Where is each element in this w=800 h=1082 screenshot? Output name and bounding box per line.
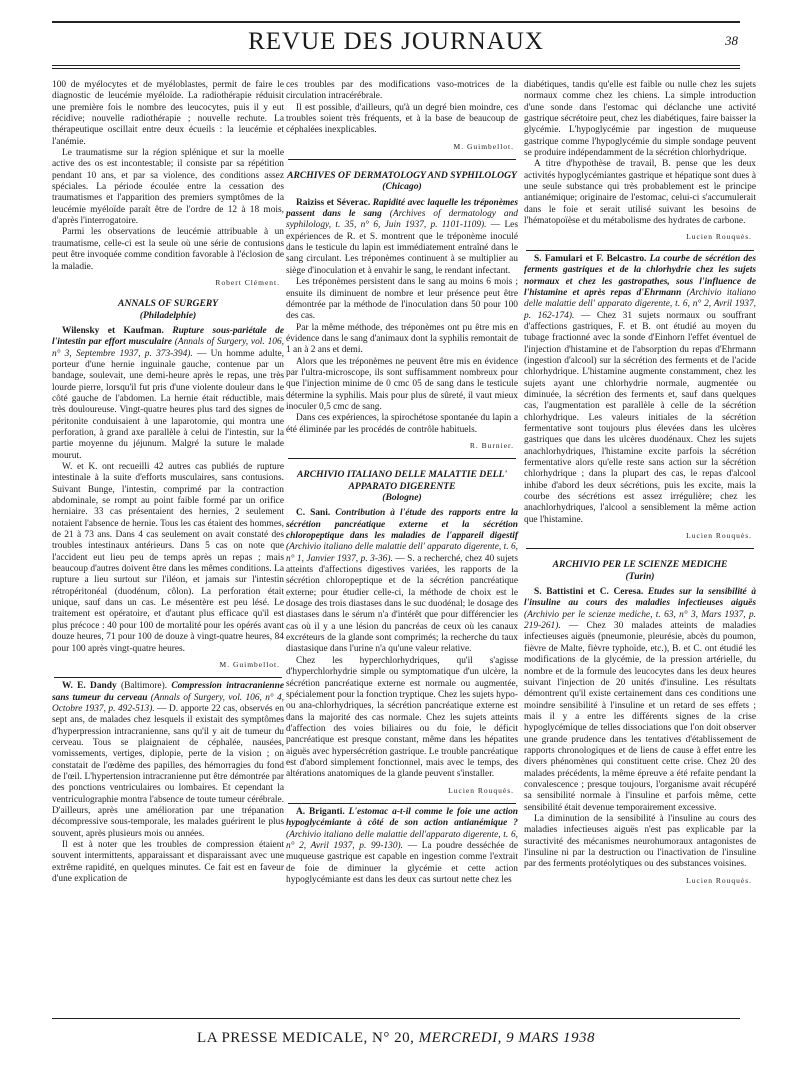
paragraph: 100 de myélocytes et de myéloblastes, permit de faire le diagnostic de leucémie myéloïde. La radiothérapie réduisit une première fois le nombre des leucocytes, puis il y eut récidive; nouvelle radiothérapie ; nouvelle rechute. La thérapeutique oscillait entre deux écueils : la leucémie et l'anémie. (52, 80, 284, 147)
article-text: — Un homme adulte, porteur d'une hernie inguinale gauche, contenue par un bandage, soulevait, une demi-heure après le repas, une très lourde pierre, lorsqu'il fut pris d'une violente douleur dans le côté gauche de l'abdomen. La hernie était réductible, mais très douloureuse. Vingt-quatre heures plus tard des signes de péritonite conduisaient à une laparotomie, qui montra une perforation, à grand axe parallèle à celui de l'intestin, sur la partie moyenne du jéjunum. Malgré la suture le malade mourut. (52, 348, 284, 461)
article-authors: C. Sani. (296, 508, 331, 519)
page-footer (52, 1018, 740, 1048)
article-source: (Archivio italiano delle malattie dell' apparato digerente, t. 6, n° 1, Janvier 1937, p. 3-36). (286, 542, 518, 564)
author-signature: R. Burnier. (469, 440, 514, 450)
header-rule-bottom-double (52, 68, 740, 69)
journal-section-city: (Bologne) (382, 492, 422, 503)
paragraph: La diminution de la sensibilité à l'insuline au cours des maladies infectieuses aiguës n'est pas explicable par la suractivité des mécanismes neurohumoraux antagonistes de l'insuline ni par la destruction ou l'inactivation de l'insuline par des ferments protéolytiques ou des substances voisines. (524, 813, 756, 870)
article-authors: A. Briganti. (296, 806, 345, 817)
article-text: — La poudre desséchée de muqueuse gastrique est capable en ingestion comme l'extrait de foie de diminuer la glycémie et cette action hypoglycémiante est dans les deux cas surtout nette chez les (286, 840, 518, 885)
author-signature: Robert Clément. (215, 277, 280, 287)
footer-date: MERCREDI, 9 MARS 1938 (418, 1030, 595, 1046)
article-source: (Archivio italiano delle malattie dell' apparato digerente, t. 6, n° 2, Avril 1937, p. 162-174). (524, 287, 756, 321)
column-2 (286, 80, 518, 886)
article-divider (288, 803, 516, 804)
paragraph: Par la même méthode, des tréponèmes ont pu être mis en évidence dans le sang d'animaux dont la syphilis remontait de 1 an à 2 ans et demi. (286, 322, 518, 356)
paragraph: diabétiques, tandis qu'elle est faible ou nulle chez les sujets normaux comme chez les chiens. La simple introduction d'une sonde dans l'estomac qui déclanche une activité gastrique sécrétoire peut, chez les diabétiques, faire baisser la glycémie. L'hypoglycémie par ingestion de muqueuse gastrique comme l'hypoglycémie du simple sondage peuvent se produire indépendamment de la sécrétion chlorhydrique. (524, 80, 756, 159)
paragraph: A titre d'hypothèse de travail, B. pense que les deux activités hypoglycémiantes gastrique et hépatique sont dues à une seule substance qui très probablement est le principe antianémique; originaire de l'estomac, celui-ci s'accumulerait dans le foie et serait utilisé suivant les besoins de l'hématopoïèse et du métabolisme des hydrates de carbone. (524, 159, 756, 227)
article (52, 681, 284, 885)
footer-rule (52, 1018, 740, 1019)
article (524, 254, 756, 542)
article-divider (526, 548, 754, 549)
article-text: — Chez 30 malades atteints de maladies infectieuses aiguës (pneumonie, pleurésie, abcès du poumon, fièvre de Malte, fièvre typhoïde, etc.), B. et C. ont étudié les modifications de la glycémie, de la pression artérielle, du nombre et de la formule des leucocytes dans les deux heures suivant l'injection de 20 unités d'insuline. Les résultats démontrent qu'il existe certainement dans ces conditions une moindre sensibilité à l'insuline et un retard de ses effets ; mais il y a entre les différents signes de la crise hypoglycémique de telles dissociations que l'on doit observer une grande prudence dans les tentatives d'établissement de rapports chronologiques et de liens de cause à effet entre les divers phénomènes qui constituent cette crise. Chez 20 des malades précédents, la même épreuve a été refaite pendant la convalescence ; presque toujours, l'organisme avait récupéré sa sensibilité normale à l'insuline et parfois même, cette sensibilité était devenue temporairement excessive. (524, 621, 756, 813)
author-signature: Lucien Rouquès. (448, 785, 514, 795)
footer-text (52, 1030, 740, 1047)
journal-section-city: (Turin) (625, 570, 655, 582)
author-signature: M. Guimbellot. (453, 141, 514, 151)
article (286, 508, 518, 796)
article-divider (288, 458, 516, 459)
paragraph: ces troubles par des modifications vaso-motrices de la circulation intracérébrale. (286, 80, 518, 102)
article-source: (Archives of dermatology and syphilology, t. 35, n° 6, Juin 1937, p. 1101-1109). (286, 209, 518, 231)
paragraph: Le traumatisme sur la région splénique et sur la moelle active des os est incontestable; il consiste par sa répétition pendant 10 ans, et par sa violence, des conditions assez spéciales. La période écoulée entre la cessation des traumatismes et l'apparition des premiers symptômes de la leucémie myéloïde paraît être de l'ordre de 12 à 18 mois, d'après l'interrogatoire. (52, 148, 284, 227)
article-title: Contribution à l'étude des rapports entre la sécrétion pancréatique externe et la sécrétion chloropeptique dans les maladies de l'appareil digestif (286, 508, 518, 542)
article-divider (526, 250, 754, 251)
paragraph: W. et K. ont recueilli 42 autres cas publiés de rupture intestinale à la suite d'efforts musculaires, sans contusions. Suivant Bunge, l'intestin, comprimé par la contraction abdominale, se rompt au point faible formé par un orifice herniaire. 33 cas présentaient des hernies, 2 seulement notaient l'absence de hernie. Tous les cas étaient des hommes, de 21 à 73 ans. Dans 4 cas seulement on avait constaté des troubles intestinaux antérieurs. Dans 5 cas on note que l'accident eut lieu peu de temps après un repas ; mais beaucoup d'autres doivent être dans les mêmes conditions. La rupture a lieu surtout sur l'iléon, et jamais sur l'intestin rétropéritonéal (duodénum, côlon). La perforation était unique, sauf dans un cas. Le mésentère est peu lésé. Le traitement est opératoire, et d'autant plus efficace qu'il est plus précoce : 40 pour 100 de mortalité pour les opérés avant douze heures, 71 pour 100 de douze à vingt-quatre heures, 84 pour 100 après vingt-quatre heures. (52, 462, 284, 654)
paragraph: Alors que les tréponèmes ne peuvent être mis en évidence par l'ultra-microscope, ils sont suffisamment nombreux pour que l'injection minime de 0 cmc 05 de sang dans le testicule détermine la syphilis. Mais pour plus de sûreté, il vaut mieux inoculer 0,5 cmc de sang. (286, 356, 518, 412)
paragraph: Il est possible, d'ailleurs, qu'à un degré bien moindre, ces troubles soient très fréquents, et à la base de beaucoup de céphalées inexplicables. (286, 102, 518, 136)
article-divider (54, 677, 282, 678)
article-authors: W. E. Dandy (62, 681, 117, 692)
article-authors: Wilensky et Kaufman. (62, 325, 164, 336)
article-text: — Les expériences de R. et S. montrent que le tréponème inoculé dans le testicule du lapin est immédiatement entraîné dans le sang circulant. Les tréponèmes continuent à se multiplier au siège d'inoculation et à envahir le sang, le rendant infectant. (286, 220, 518, 276)
author-signature: Lucien Rouquès. (686, 531, 752, 541)
page-number: 38 (725, 33, 738, 48)
article-text: — S. a recherché, chez 40 sujets atteints d'affections digestives variées, les rapports de la sécrétion chloropeptique et de la sécrétion pancréatique externe; pour étudier celle-ci, la méthode de choix est le dosage des trois diastases dans le suc duodénal; le dosage des diastases dans le sérum n'a d'intérêt que pour différencier les cas où il y a une lésion du pancréas de ceux où les canaux excréteurs de la glande sont comprimés; la recherche du taux diastasique dans l'urine n'a qu'une valeur relative. (286, 553, 519, 655)
journal-section-title: ARCHIVIO PER LE SCIENZE MEDICHE (552, 559, 728, 571)
article-title: Rupture sous-pariétale de l'intestin par effort musculaire (52, 325, 284, 348)
paragraph: Chez les hyperchlorhydriques, qu'il s'agisse d'hyperchlorhydrie simple ou symptomatique d'un ulcère, la sécrétion pancréatique externe est normale ou augmentée, spécialement pour la fonction tryptique. Chez les sujets hypo- ou ana-chlorhydriques, la sécrétion pancréatique externe est dans la majorité des cas normale. Chez les sujets atteints d'affection des voies biliaires ou du foie, le déficit pancréatique est presque constant, même dans les hépatites aiguës avec hypersécrétion gastrique. Le trouble pancréatique est d'abord simplement fonctionnel, mais avec le temps, des altérations anatomiques de la glande peuvent s'installer. (286, 655, 518, 780)
journal-section-city: (Chicago) (382, 181, 422, 193)
article-title: La courbe de sécrétion des ferments gastriques et de la chlorhydrie chez les sujets normaux et chez les gastropathes, sous l'influence de l'histamine et après repas d'Ehrmann (524, 253, 756, 298)
header-rule-bottom (52, 65, 740, 66)
paragraph: Dans ces expériences, la spirochétose spontanée du lapin a été éliminée par les procédés de contrôle habituels. (286, 413, 518, 435)
article-source: (Archivio per le scienze mediche, t. 63, n° 3, Mars 1937, p. 219-261). (524, 609, 756, 632)
page-title: REVUE DES JOURNAUX (248, 28, 544, 55)
paragraph: Il est à noter que les troubles de compression étaient souvent intermittents, apparaissant et disparaissant avec une extrême rapidité, en quelques minutes. Ce fait est en faveur d'une explication de (52, 840, 284, 885)
article-text: — Chez 31 sujets normaux ou souffrant d'affections gastriques, F. et B. ont étudié au moyen du tubage fractionné avec la sonde d'Einhorn l'effet éventuel de l'injection d'histamine et de l'absorption du repas d'Ehrmann (ingestion d'alcool) sur la sécrétion des ferments et de l'acide chlorhydrique. L'histamine augmente constamment, chez les sujets ayant une chlorhydrie normale, augmentée ou diminuée, la sécrétion des ferments et, sauf dans quelques cas, l'augmentation est parallèle à celle de la sécrétion chlorhydrique. Les valeurs initiales de la sécrétion fermentative sont toujours plus élevées dans les ulcères gastriques que dans les ulcères duodénaux. Chez les sujets anachlorhydriques, l'histamine excite parfois la sécrétion fermentative alors qu'elle reste sans action sur la sécrétion chlorhydrique ; dans la plupart des cas, le repas d'alcool inhibe d'abord les deux sécrétions, puis les excite, mais la courbe des sécrétions est assez irrégulière; chez les anachlorhydriques, l'alcool a sensiblement la même action que l'histamine. (524, 310, 756, 525)
column-1 (52, 80, 284, 885)
paragraph: Parmi les observations de leucémie attribuable à un traumatisme, celle-ci est la seule où une série de contusions peut être invoquée comme condition favorable à l'éclosion de la maladie. (52, 227, 284, 272)
column-3 (524, 80, 756, 888)
article-divider (288, 159, 516, 160)
article (286, 807, 518, 886)
article-source: (Annals of Surgery, vol. 106, n° 3, Septembre 1937, p. 373-394). (52, 337, 284, 359)
journal-section-title: ANNALS OF SURGERY (118, 298, 218, 310)
journal-section-city: (Philadelphie) (139, 309, 197, 321)
article (52, 326, 284, 670)
author-signature: Lucien Rouquès. (686, 875, 752, 885)
article-authors: Raiziss et Séverac. (296, 197, 371, 208)
author-signature: Lucien Rouquès. (686, 232, 752, 242)
article-title: Etudes sur la sensibilité à l'insuline au cours des maladies infectieuses aiguës (524, 587, 757, 609)
author-signature: M. Guimbellot. (219, 659, 280, 669)
page-header (52, 14, 740, 70)
article (286, 198, 518, 452)
article-authors: S. Famulari et F. Belcastro. (534, 253, 647, 264)
article-title: Compression intracranienne sans tumeur du cerveau (52, 681, 285, 703)
journal-section-title: ARCHIVES OF DERMATOLOGY AND SYPHILOLOGY (287, 170, 517, 182)
header-rule-top (52, 21, 740, 23)
paragraph: Les tréponèmes persistent dans le sang au moins 6 mois ; ensuite ils diminuent de nombre et leur présence peut être démontrée par la méthode de l'inoculation dans 50 pour 100 des cas. (286, 277, 518, 322)
journal-section-title: ARCHIVIO ITALIANO DELLE MALATTIE DELL' APPARATO DIGERENTE (296, 469, 508, 492)
article-title: Rapidité avec laquelle les tréponèmes passent dans le sang (286, 197, 518, 220)
article (524, 587, 756, 886)
article-author-place: (Baltimore). (120, 681, 168, 692)
footer-journal: LA PRESSE MEDICALE, N° 20, (197, 1030, 415, 1046)
article-title: L'estomac a-t-il comme le foie une action hypoglycémiante à côté de son action antianémique ? (286, 806, 519, 829)
article-authors: S. Battistini et C. Ceresa. (534, 587, 644, 598)
article-text: — D. apporte 22 cas, observés en sept ans, de malades chez lesquels il existait des symptômes d'hyperpression intracranienne, sans qu'il y ait de tumeur du cerveau. Tous se plaignaient de céphalée, nausées, vomissements, vertiges, diplopie, perte de la vision ; on constatait de l'œdème des papilles, des hémorragies du fond de l'œil. L'hypertension intracranienne put être démontrée par des ponctions ventriculaires ou lombaires. Et cependant la ventriculographie montra l'absence de toute tumeur cérébrale. D'ailleurs, après une amélioration par une trépanation décompressive sous-temporale, les malades guérirent le plus souvent, après plusieurs mois ou années. (52, 703, 284, 839)
article-source: (Annals of Surgery, vol. 106, n° 4, Octobre 1937, p. 492-513). (52, 692, 284, 714)
article-source: (Archivio italiano delle malattie dell'apparato digerente, t. 6, n° 2, Avril 1937, p. 99-130). (286, 829, 518, 851)
